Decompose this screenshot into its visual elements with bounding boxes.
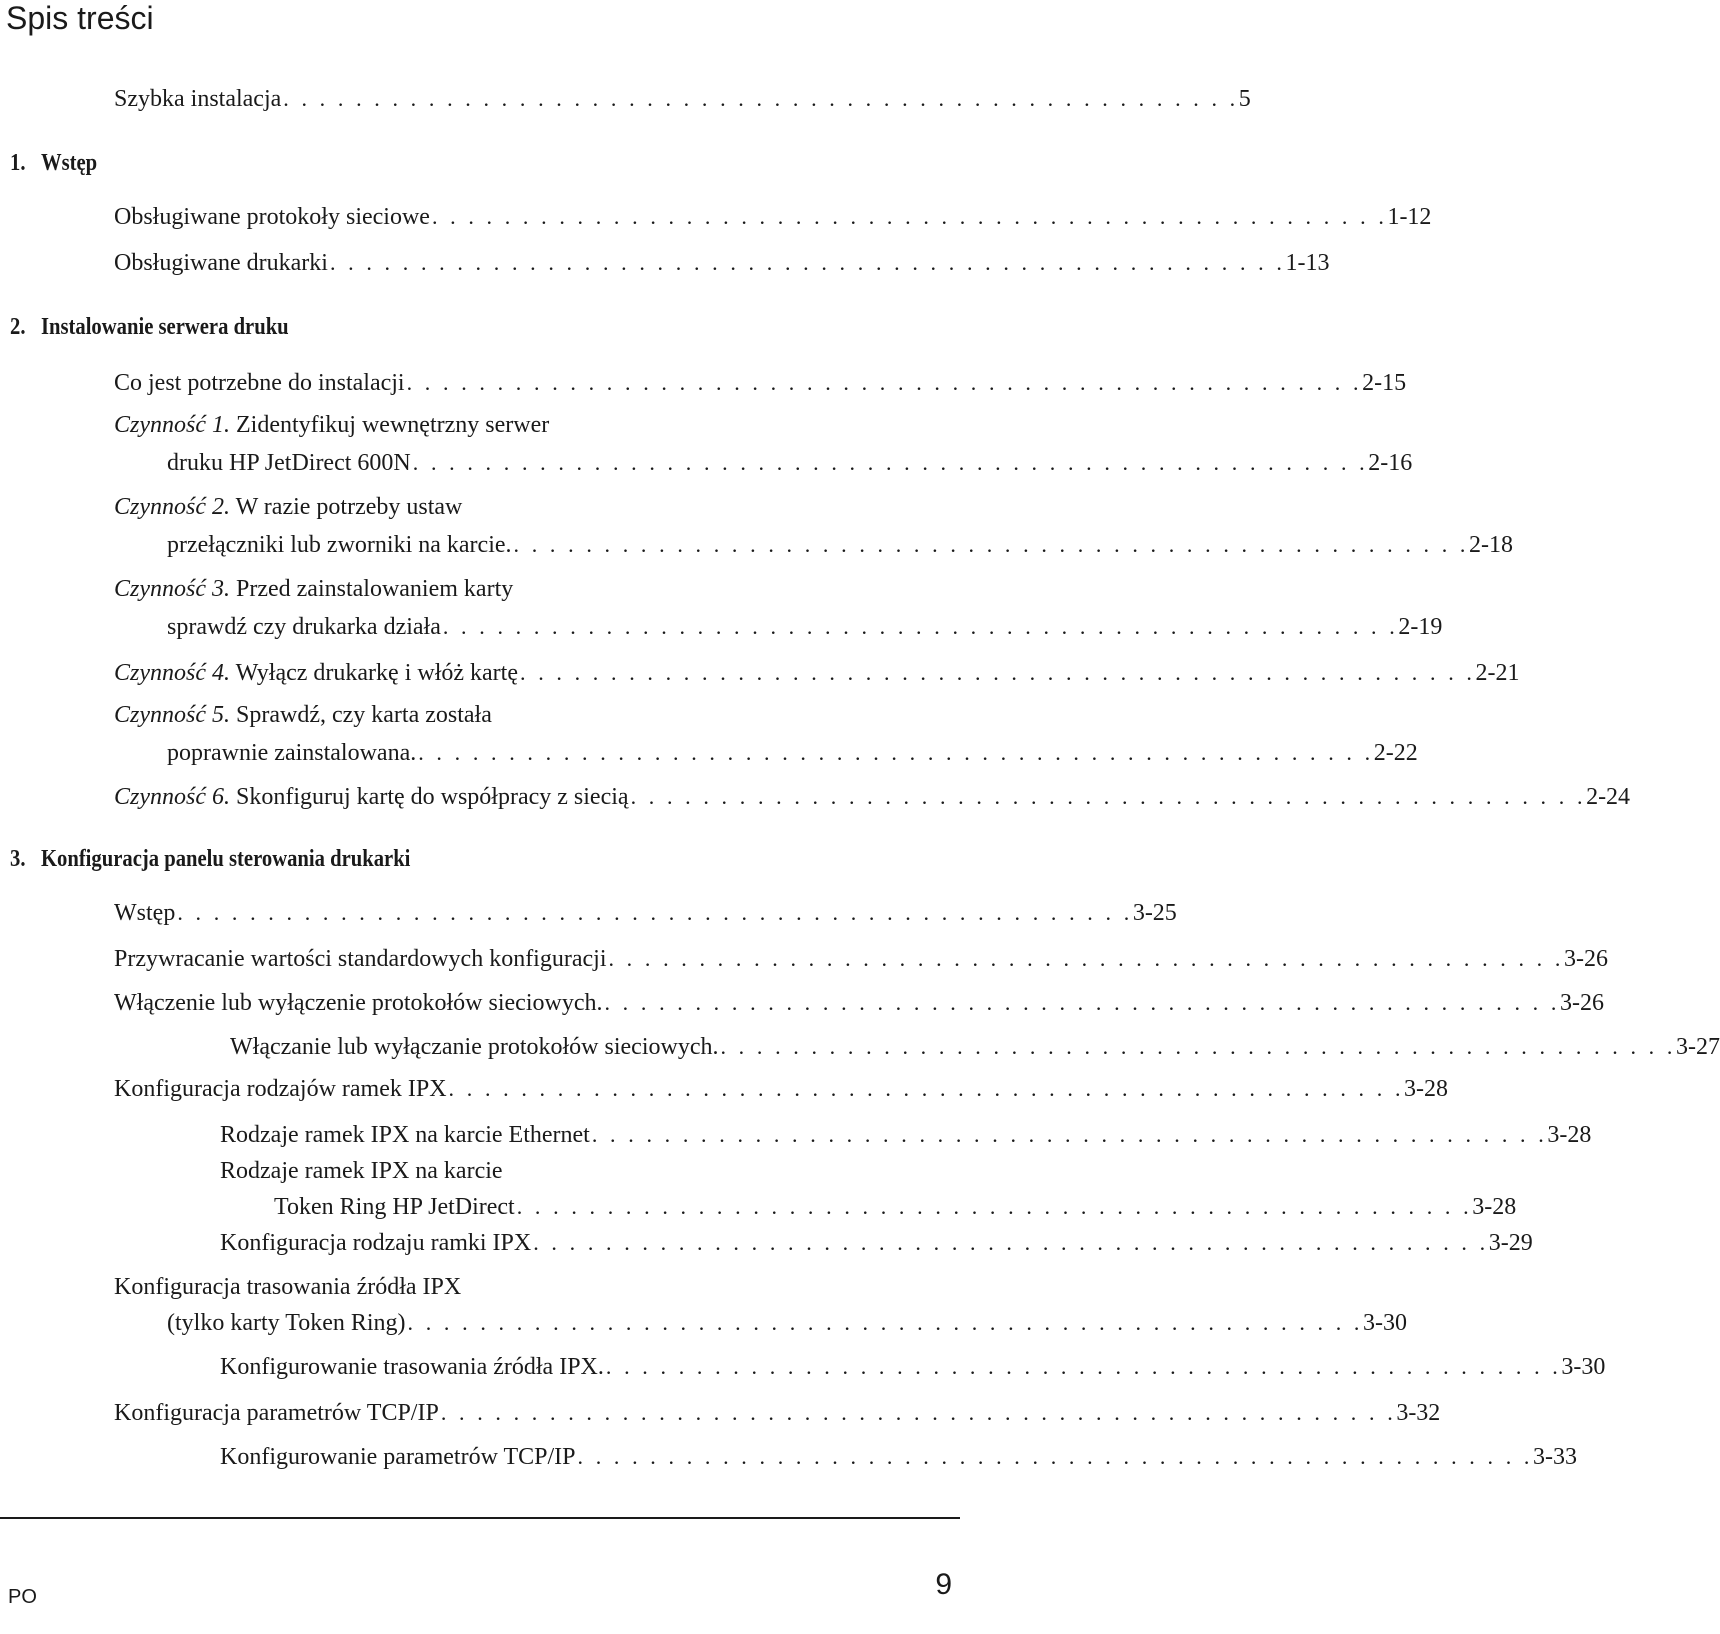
toc-step-line1[interactable]: [114, 490, 462, 524]
toc-entry-label: Obsługiwane protokoły sieciowe: [114, 204, 430, 230]
toc-step-line1[interactable]: [114, 572, 513, 606]
step-prefix: Czynność 3.: [114, 576, 230, 602]
leader-dots: . . . . . . . . . . . . . . . . . . . . . . . . . . . . . . . . . . . . . . . . . . . . . . . . . . . . .: [516, 1194, 1473, 1219]
toc-entry[interactable]: [114, 896, 1177, 930]
toc-entry-label: [114, 780, 629, 814]
leader-dots: . . . . . . . . . . . . . . . . . . . . . . . . . . . . . . . . . . . . . . . . . . . . . . . . . . . . .: [412, 450, 1369, 475]
toc-entry[interactable]: [220, 1226, 1533, 1260]
toc-entry[interactable]: [167, 446, 1413, 480]
leader-dots: . . . . . . . . . . . . . . . . . . . . . . . . . . . . . . . . . . . . . . . . . . . . . . . . . . . . .: [407, 1310, 1364, 1335]
toc-entry[interactable]: [167, 1306, 1408, 1340]
toc-entry-label: Włączanie lub wyłączanie protokołów sieciowych.: [230, 1034, 719, 1060]
chapter-title: Konfiguracja panelu sterowania drukarki: [40, 846, 411, 872]
leader-dots: . . . . . . . . . . . . . . . . . . . . . . . . . . . . . . . . . . . . . . . . . . . . . . . . . . . . .: [630, 784, 1587, 809]
toc-entry-quick-install[interactable]: [114, 82, 1251, 116]
toc-entry-label: Token Ring HP JetDirect: [274, 1194, 515, 1220]
toc-entry-line1[interactable]: Rodzaje ramek IPX na karcie: [220, 1158, 503, 1184]
toc-entry-label: Co jest potrzebne do instalacji: [114, 370, 405, 396]
leader-dots: . . . . . . . . . . . . . . . . . . . . . . . . . . . . . . . . . . . . . . . . . . . . . . . . . . . . .: [442, 614, 1399, 639]
toc-entry-label: druku HP JetDirect 600N: [167, 450, 411, 476]
toc-entry-label: Wstęp: [114, 900, 176, 926]
toc-entry-page: 2-15: [1362, 370, 1407, 396]
toc-entry-label: Przywracanie wartości standardowych konfiguracji: [114, 946, 607, 972]
toc-entry-page: 3-27: [1675, 1034, 1720, 1060]
page-title: Spis treści: [6, 0, 154, 36]
leader-dots: . . . . . . . . . . . . . . . . . . . . . . . . . . . . . . . . . . . . . . . . . . . . . . . . . . . . .: [418, 740, 1374, 765]
toc-entry-text: Wyłącz drukarkę i włóż kartę: [235, 660, 518, 686]
toc-entry-page: 1-12: [1387, 204, 1432, 230]
leader-dots: . . . . . . . . . . . . . . . . . . . . . . . . . . . . . . . . . . . . . . . . . . . . . . . . . . . . .: [577, 1444, 1533, 1469]
step-prefix: Czynność 1.: [114, 412, 230, 438]
toc-entry-page: 1-13: [1285, 250, 1330, 276]
toc-entry-page: 2-19: [1398, 614, 1443, 640]
toc-entry-page: 3-28: [1472, 1194, 1517, 1220]
toc-entry-page: 2-16: [1368, 450, 1413, 476]
leader-dots: . . . . . . . . . . . . . . . . . . . . . . . . . . . . . . . . . . . . . . . . . . . . . . . . . . . . .: [608, 946, 1564, 971]
chapter-number: 1.: [10, 150, 26, 176]
toc-entry[interactable]: [114, 986, 1604, 1020]
toc-entry[interactable]: [274, 1190, 1517, 1224]
toc-entry[interactable]: [114, 246, 1330, 280]
step-prefix: Czynność 6.: [114, 784, 230, 810]
leader-dots: . . . . . . . . . . . . . . . . . . . . . . . . . . . . . . . . . . . . . . . . . . . . . . . . . . . . .: [329, 250, 1286, 275]
toc-entry-page: 3-25: [1132, 900, 1177, 926]
leader-dots: . . . . . . . . . . . . . . . . . . . . . . . . . . . . . . . . . . . . . . . . . . . . . . . . . . . . .: [591, 1122, 1548, 1147]
leader-dots: . . . . . . . . . . . . . . . . . . . . . . . . . . . . . . . . . . . . . . . . . . . . . . . . . . . . .: [720, 1034, 1676, 1059]
toc-entry[interactable]: [167, 528, 1514, 562]
chapter-heading-3[interactable]: [10, 842, 410, 876]
toc-entry-page: 3-30: [1363, 1310, 1408, 1336]
toc-entry-label: poprawnie zainstalowana.: [167, 740, 417, 766]
toc-step-line1[interactable]: [114, 408, 549, 442]
toc-entry-label: [114, 656, 518, 690]
chapter-number: 3.: [10, 846, 26, 872]
page-number: 9: [935, 1568, 952, 1601]
step-prefix: Czynność 2.: [114, 494, 230, 520]
step-prefix: Czynność 5.: [114, 702, 230, 728]
toc-entry-label: Włączenie lub wyłączenie protokołów sieciowych.: [114, 990, 603, 1016]
toc-entry[interactable]: [167, 610, 1443, 644]
toc-entry-page: 2-24: [1586, 784, 1631, 810]
toc-entry-label: Sprawdź, czy karta została: [236, 702, 492, 728]
toc-entry-label: (tylko karty Token Ring): [167, 1310, 406, 1336]
leader-dots: . . . . . . . . . . . . . . . . . . . . . . . . . . . . . . . . . . . . . . . . . . . . . . . . . . . . .: [533, 1230, 1489, 1255]
toc-entry[interactable]: [114, 1072, 1449, 1106]
toc-entry-label: Szybka instalacja: [114, 86, 282, 112]
toc-entry-label: Konfigurowanie trasowania źródła IPX.: [220, 1354, 604, 1380]
toc-entry[interactable]: [230, 1030, 1720, 1064]
toc-entry-label: Konfigurowanie parametrów TCP/IP: [220, 1444, 576, 1470]
toc-entry-page: 2-22: [1373, 740, 1418, 766]
toc-entry[interactable]: [114, 942, 1608, 976]
toc-entry[interactable]: [114, 780, 1631, 814]
toc-entry-label: Przed zainstalowaniem karty: [236, 576, 514, 602]
toc-entry-label: Konfiguracja rodzaju ramki IPX: [220, 1230, 532, 1256]
chapter-heading-1[interactable]: [10, 146, 97, 180]
chapter-title: Instalowanie serwera druku: [40, 314, 289, 340]
chapter-number: 2.: [10, 314, 26, 340]
toc-entry-line1[interactable]: Konfiguracja trasowania źródła IPX: [114, 1274, 462, 1300]
toc-entry-page: 3-26: [1559, 990, 1604, 1016]
toc-entry-page: 3-30: [1561, 1354, 1606, 1380]
toc-entry-page: 3-33: [1533, 1444, 1577, 1470]
toc-entry-label: przełączniki lub zworniki na karcie.: [167, 532, 512, 558]
leader-dots: . . . . . . . . . . . . . . . . . . . . . . . . . . . . . . . . . . . . . . . . . . . . . . . . . . . . .: [605, 1354, 1562, 1379]
toc-entry-page: 3-29: [1488, 1230, 1533, 1256]
leader-dots: . . . . . . . . . . . . . . . . . . . . . . . . . . . . . . . . . . . . . . . . . . . . . . . . . . . . .: [604, 990, 1560, 1015]
toc-entry-page: 2-21: [1475, 660, 1520, 686]
leader-dots: . . . . . . . . . . . . . . . . . . . . . . . . . . . . . . . . . . . . . . . . . . . . . . . . . . . . .: [448, 1076, 1405, 1101]
chapter-title: Wstęp: [40, 150, 98, 176]
step-prefix: Czynność 4.: [114, 660, 230, 686]
toc-entry-label: Konfiguracja rodzajów ramek IPX: [114, 1076, 447, 1102]
leader-dots: . . . . . . . . . . . . . . . . . . . . . . . . . . . . . . . . . . . . . . . . . . . . . . . . . . . . .: [177, 900, 1133, 925]
leader-dots: . . . . . . . . . . . . . . . . . . . . . . . . . . . . . . . . . . . . . . . . . . . . . . . . . . . . .: [520, 660, 1476, 685]
toc-entry[interactable]: [167, 736, 1418, 770]
toc-entry[interactable]: [114, 200, 1432, 234]
leader-dots: . . . . . . . . . . . . . . . . . . . . . . . . . . . . . . . . . . . . . . . . . . . . . . . . . . . . .: [283, 86, 1239, 111]
toc-entry-page: 5: [1238, 86, 1251, 112]
toc-entry[interactable]: [114, 656, 1520, 690]
toc-entry-label: Konfiguracja parametrów TCP/IP: [114, 1400, 439, 1426]
toc-entry-page: 3-32: [1396, 1400, 1441, 1426]
toc-entry-label: W razie potrzeby ustaw: [235, 494, 463, 520]
leader-dots: . . . . . . . . . . . . . . . . . . . . . . . . . . . . . . . . . . . . . . . . . . . . . . . . . . . . .: [431, 204, 1388, 229]
toc-step-line1[interactable]: [114, 698, 492, 732]
toc-entry-page: 3-28: [1404, 1076, 1449, 1102]
toc-entry-label: Obsługiwane drukarki: [114, 250, 328, 276]
toc-entry-label: Zidentyfikuj wewnętrzny serwer: [236, 412, 550, 438]
toc-entry[interactable]: [114, 1396, 1441, 1430]
toc-entry[interactable]: [114, 366, 1407, 400]
chapter-heading-2[interactable]: [10, 310, 289, 344]
leader-dots: . . . . . . . . . . . . . . . . . . . . . . . . . . . . . . . . . . . . . . . . . . . . . . . . . . . . .: [440, 1400, 1397, 1425]
toc-entry[interactable]: [220, 1118, 1592, 1152]
toc-entry-label: sprawdź czy drukarka działa: [167, 614, 441, 640]
toc-entry-label: Rodzaje ramek IPX na karcie Ethernet: [220, 1122, 590, 1148]
leader-dots: . . . . . . . . . . . . . . . . . . . . . . . . . . . . . . . . . . . . . . . . . . . . . . . . . . . . .: [513, 532, 1470, 557]
toc-entry-page: 3-28: [1547, 1122, 1592, 1148]
toc-entry[interactable]: [220, 1440, 1577, 1474]
footer-language-code: PO: [8, 1586, 37, 1608]
toc-entry-page: 3-26: [1563, 946, 1608, 972]
toc-entry[interactable]: [220, 1350, 1606, 1384]
footer-divider: [0, 1517, 960, 1519]
toc-entry-text: Skonfiguruj kartę do współpracy z siecią: [236, 784, 629, 810]
leader-dots: . . . . . . . . . . . . . . . . . . . . . . . . . . . . . . . . . . . . . . . . . . . . . . . . . . . . .: [406, 370, 1363, 395]
toc-entry-page: 2-18: [1469, 532, 1514, 558]
